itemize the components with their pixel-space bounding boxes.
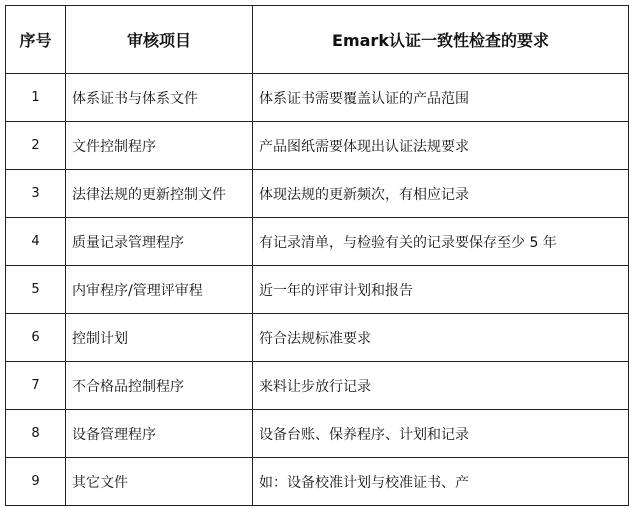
- emark-audit-table: [5, 5, 629, 506]
- row-requirement: 有记录清单，与检验有关的记录要保存至少 5 年: [253, 218, 629, 266]
- header-audit-item: 审核项目: [66, 6, 253, 74]
- table-row: [6, 170, 629, 218]
- row-requirement: 体现法规的更新频次，有相应记录: [253, 170, 629, 218]
- row-requirement: 来料让步放行记录: [253, 362, 629, 410]
- row-audit-item: 控制计划: [66, 314, 253, 362]
- row-audit-item: 文件控制程序: [66, 122, 253, 170]
- row-requirement: 设备台账、保养程序、计划和记录: [253, 410, 629, 458]
- row-seq: 1: [6, 74, 66, 122]
- table-row: [6, 410, 629, 458]
- table-row: [6, 218, 629, 266]
- row-seq: 6: [6, 314, 66, 362]
- row-seq: 3: [6, 170, 66, 218]
- row-audit-item: 质量记录管理程序: [66, 218, 253, 266]
- row-seq: 7: [6, 362, 66, 410]
- row-seq: 2: [6, 122, 66, 170]
- table-row: [6, 122, 629, 170]
- row-audit-item: 体系证书与体系文件: [66, 74, 253, 122]
- table-row: [6, 74, 629, 122]
- table-row: [6, 458, 629, 506]
- header-row: [6, 6, 629, 74]
- row-seq: 4: [6, 218, 66, 266]
- header-seq: 序号: [6, 6, 66, 74]
- row-seq: 5: [6, 266, 66, 314]
- row-audit-item: 其它文件: [66, 458, 253, 506]
- table-row: [6, 362, 629, 410]
- row-requirement: 近一年的评审计划和报告: [253, 266, 629, 314]
- table-row: [6, 314, 629, 362]
- row-seq: 9: [6, 458, 66, 506]
- row-audit-item: 法律法规的更新控制文件: [66, 170, 253, 218]
- row-audit-item: 不合格品控制程序: [66, 362, 253, 410]
- row-requirement: 产品图纸需要体现出认证法规要求: [253, 122, 629, 170]
- row-audit-item: 内审程序/管理评审程: [66, 266, 253, 314]
- row-seq: 8: [6, 410, 66, 458]
- row-requirement: 如：设备校准计划与校准证书、产: [253, 458, 629, 506]
- row-requirement: 体系证书需要覆盖认证的产品范围: [253, 74, 629, 122]
- header-requirement: Emark认证一致性检查的要求: [253, 6, 629, 74]
- row-requirement: 符合法规标准要求: [253, 314, 629, 362]
- row-audit-item: 设备管理程序: [66, 410, 253, 458]
- table-row: [6, 266, 629, 314]
